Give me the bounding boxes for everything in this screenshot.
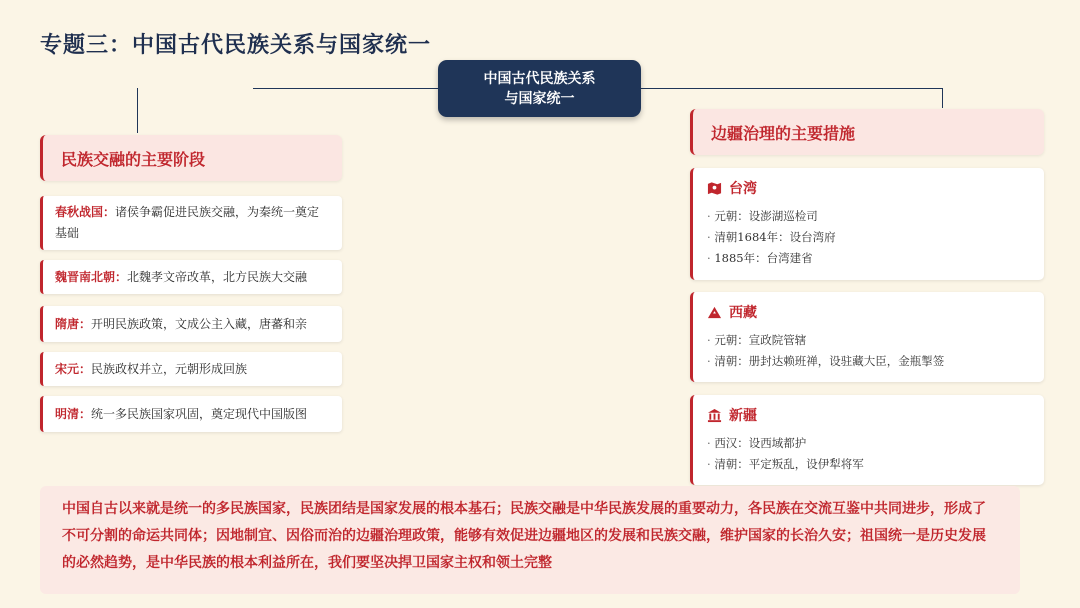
region-item: · 元朝：宣政院管辖 xyxy=(707,330,1030,351)
stage-card xyxy=(40,196,342,250)
measures-heading: 边疆治理的主要措施 xyxy=(690,109,1044,155)
stage-era: 隋唐 xyxy=(55,316,80,331)
central-topic-line2: 与国家统一 xyxy=(504,90,575,107)
stage-separator: ： xyxy=(103,205,116,219)
stage-era: 春秋战国 xyxy=(55,205,104,219)
stage-desc: 开明民族政策，文成公主入藏，唐蕃和亲 xyxy=(91,316,308,331)
region-card-tibet xyxy=(690,292,1044,382)
stage-era: 明清 xyxy=(55,406,80,421)
page-title: 专题三：中国古代民族关系与国家统一 xyxy=(40,32,432,58)
region-card-xinjiang xyxy=(690,395,1044,485)
stage-desc: 诸侯争霸促进民族交融，为秦统一奠定基础 xyxy=(55,205,320,240)
landmark-icon xyxy=(707,408,722,423)
stage-card xyxy=(40,260,342,294)
region-card-taiwan xyxy=(690,168,1044,280)
stage-separator: ： xyxy=(79,316,92,331)
central-topic-line1: 中国古代民族关系 xyxy=(483,70,596,87)
region-item: · 西汉：设西域都护 xyxy=(707,433,1030,454)
central-topic-node xyxy=(438,60,641,117)
region-item: · 清朝1684年：设台湾府 xyxy=(707,227,1030,248)
region-name: 新疆 xyxy=(729,408,757,424)
region-name: 西藏 xyxy=(729,305,757,321)
region-item: · 元朝：设澎湖巡检司 xyxy=(707,206,1030,227)
connector-left xyxy=(253,88,441,89)
stage-separator: ： xyxy=(115,269,128,284)
connector-right-down xyxy=(942,88,943,108)
stage-era: 宋元 xyxy=(55,361,80,376)
region-item: · 清朝：册封达赖班禅，设驻藏大臣，金瓶掣签 xyxy=(707,351,1030,372)
region-name: 台湾 xyxy=(729,181,757,197)
mountain-icon xyxy=(707,305,722,320)
summary-paragraph: 中国自古以来就是统一的多民族国家，民族团结是国家发展的根本基石；民族交融是中华民族发展的重要动力，各民族在交流互鉴中共同进步，形成了不可分割的命运共同体；因地制宜、因俗而治的边疆治理政策，能够有效促进边疆地区的发展和民族交融，维护国家的长治久安；祖国统一是历史发展的必然趋势，是中华民族的根本利益所在，我们要坚决捍卫国家主权和领土完整 xyxy=(40,486,1020,594)
stage-era: 魏晋南北朝 xyxy=(55,269,116,284)
connector-right xyxy=(638,88,942,89)
stage-desc: 民族政权并立，元朝形成回族 xyxy=(91,361,248,376)
stage-separator: ： xyxy=(79,361,92,376)
stage-card xyxy=(40,396,342,432)
stage-desc: 北魏孝文帝改革，北方民族大交融 xyxy=(127,269,308,284)
stage-card xyxy=(40,352,342,386)
region-item: · 1885年：台湾建省 xyxy=(707,248,1030,269)
stage-separator: ： xyxy=(79,406,92,421)
stages-heading: 民族交融的主要阶段 xyxy=(40,135,342,181)
connector-left-down xyxy=(137,88,138,133)
stage-desc: 统一多民族国家巩固，奠定现代中国版图 xyxy=(91,406,308,421)
region-item: · 清朝：平定叛乱，设伊犁将军 xyxy=(707,454,1030,475)
map-icon xyxy=(707,181,722,196)
stage-card xyxy=(40,306,342,342)
